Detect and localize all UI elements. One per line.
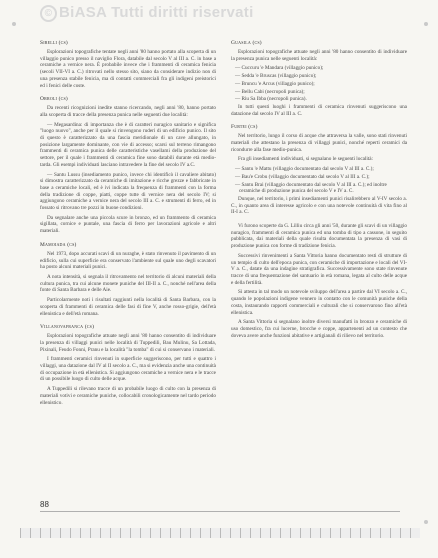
section-heading: Villanovafranca (cs) <box>40 324 95 331</box>
site-list-item: — Cuccuru 'e Mandara (villaggio punico); <box>235 65 324 72</box>
body-paragraph: Esplorazioni topografiche attuate negli anni '80 hanno consentito di individuare la presenza di villaggi punici nelle località di Tuppedili, Bau Mulinu, Sa Lottada, Pixinali, Feudo Fonni, Pranu e la località "la tomba" di cui si conservano i materiali. <box>40 333 216 353</box>
copyright-icon: © <box>40 5 57 22</box>
body-paragraph: A Tuppedili si rilevano tracce di un probabile luogo di culto con la presenza di materiali votivi e ceramiche puniche, collocabili cronologicamente nel tardo periodo ellenistico. <box>40 386 216 406</box>
site-list-item: — Santu Brai (villaggio documentato dal secolo V al III a. C.); ed inoltre ceramiche di produzione punica del secolo V e IV a. C. <box>235 181 387 195</box>
body-paragraph: Esplorazioni topografiche attuate negli anni '80 hanno consentito di individuare la presenza punica nelle seguenti località: <box>231 49 407 62</box>
body-paragraph: Dunque, nel territorio, i primi insediamenti punici risalirebbero al V-IV secolo a. C., in quanto area di interesse agricolo e con una notevole continuità di vita fino al II-I a. C. <box>231 195 407 216</box>
site-list-item: — Bruncu 'e Arcus (villaggio punico); <box>235 80 315 87</box>
body-paragraph: Da segnalare anche una piccola scure in bronzo, ed un frammento di ceramica sigillata, cornice e puntale, una fascia di ferro per lavorazioni agricole e altri materiali. <box>40 214 216 235</box>
copyright-watermark <box>40 4 420 22</box>
article-section <box>40 324 216 406</box>
scan-margin-mark <box>424 22 428 26</box>
section-heading: Guasila (cs) <box>231 40 262 46</box>
article-section <box>40 96 216 235</box>
article-section <box>231 124 407 216</box>
site-list-item: — Bau'e Crobu (villaggio documentato dal secolo V al III a. C.); <box>235 173 370 180</box>
site-list-item: — Riu Sa Ibba (necropoli punica). <box>235 96 307 103</box>
right-column <box>231 40 407 510</box>
section-heading: Sirelli (cs) <box>40 40 68 46</box>
scan-margin-mark <box>12 22 16 26</box>
left-column <box>40 40 216 495</box>
section-heading: Mamoiada (cs) <box>40 241 77 248</box>
body-paragraph: A nota intensità, si segnala il ritrovamento nel territorio di alcuni materiali della cultura punica, tra cui alcune monete puniche del III-II a. C., nonché nell'area della fonte di Santa Barbara e delle Aie. <box>40 273 216 294</box>
scan-margin-mark <box>424 520 428 524</box>
watermark-text: BiASA Tutti diritti riservati <box>59 4 254 21</box>
site-list-item: — Sedda 'e Bruscas (villaggio punico); <box>235 73 317 80</box>
article-section <box>40 242 216 317</box>
section-heading: Orroli (cs) <box>40 96 68 103</box>
body-paragraph: — Megasardina: di importanza che è di caratteri nuragico sanitario e significa "luogo nuovo", anche per il quale si rinvengono ruderi di un edificio punico. Il sito di questo è caratterizzato da una fascia meridionale di un cave allungato, in posizione largamente dominante, con vie di accesso; scarsi sul terreno rimangono frammenti di ceramica punica delle caratteristiche vasellami della produzione del settore, per il quale i frammenti di ceramica fine sono databili durante età medio-tarda. Gli esempi individuati lasciano intravedere la fine del secolo IV a.C. <box>40 121 216 168</box>
site-list-item: — Santu 'e Mattu (villaggio documentato dal secolo V al III a. C.); <box>235 166 374 173</box>
article-section <box>40 40 216 89</box>
body-paragraph: Nel territorio, lungo il corso di acque che attraversa la valle, sono stati rinvenuti materiali che attestano la presenza di villaggi punici, nonché reperti ceramici da ricondurre alla fase medio-punica. <box>231 133 407 153</box>
section-heading: Furtei (cs) <box>231 124 258 131</box>
body-paragraph: Da recenti ricognizioni inedite stanno ricercando, negli anni '80, hanno portato alla scoperta di tracce della presenza punica nelle seguenti due località: <box>40 105 216 118</box>
footer-rule <box>40 511 400 512</box>
article-section <box>231 40 407 117</box>
page-number: 88 <box>40 500 49 509</box>
body-paragraph: Esplorazioni topografiche tentate negli anni '80 hanno portato alla scoperta di un villaggio punico presso il naviglio Flora, databile dal secolo V al III a. C. in base a ceramiche a vernice nera. È probabile invece che i frammenti di ceramica fenicia (secoli VII-VI a. C.) ritrovati nello stesso sito, siano da considerare indizio non di una presenza stabile fenicia, ma di contatti commerciali fra gli indigeni preistorici ed i fenici delle coste. <box>40 49 216 89</box>
body-paragraph: Particolarmente noti i risultati raggiunti nella località di Santa Barbara, con la scoperta di frammenti di ceramica delle fasi di fine V, anche rosso-grigie, dell'età ellenistica e dell'età romana. <box>40 297 216 317</box>
body-paragraph: — Santu Lussu (insediamento punico, invece chi identificò il cavaliere abitato) si dimostra caratterizzato da ceramiche di imitazione e ricche grezze e fabbricate in base a ceramiche locali, ed è ivi indicata la frequenza di frammenti con la forma della tradizione di coppe, piatti, coppe tutte di vernice nera del secolo IV; si aggiungono ceramiche a vernice nera del secolo III a. C. e strumenti di ferro, ed in fossato si ritrovano tre pozzi in buone condizioni. <box>40 171 216 212</box>
body-paragraph: Successivi rinvenimenti a Santa Vittoria hanno documentato resti di strutture di un tempio di culto dell'epoca punica, con ceramiche di importazione e locali del VI-V a. C., datate da una indagine stratigrafica. Successivamente sono state rinvenute tracce di una frequentazione del santuario in età romana, legata al culto delle acque e della fertilità. <box>231 252 407 286</box>
body-paragraph: I frammenti ceramici rinvenuti in superficie suggeriscono, per tutti e quattro i villaggi, una datazione dal IV al II secolo a. C., ma si evidenzia anche una continuità di occupazione in età ellenistica. Si aggiungono ceramiche a vernice nera e le tracce di un possibile luogo di culto delle acque. <box>40 356 216 383</box>
article-section <box>231 223 407 339</box>
site-list-item: — Bellu Cabi (necropoli punica); <box>235 88 305 95</box>
body-paragraph: In tutti questi luoghi i frammenti di ceramica rinvenuti suggeriscono una datazione dal secolo IV al III a. C. <box>231 103 407 117</box>
body-paragraph: Nel 1973, dopo accurati scavi di un nuraghe, è stato rinvenuto il pavimento di un edificio, sulla cui superficie era conservato l'ambiente sul quale uno degli scavatori ha posto alcuni materiali punici. <box>40 250 216 271</box>
body-paragraph: A Santa Vittoria si segnalano inoltre diversi manufatti in bronzo e ceramiche di uso domestico, fra cui lucerne, brocche e coppe, appartenenti ad un contesto che doveva avere anche funzioni abitative e artigianali di rilievo nel territorio. <box>231 319 407 339</box>
body-paragraph: Fra gli insediamenti individuati, si segnalano le seguenti località: <box>238 156 373 163</box>
scan-ruler-strip <box>20 528 420 538</box>
body-paragraph: Si attesta in tal modo un notevole sviluppo dell'area a partire dal VI secolo a. C., quando le popolazioni indigene vennero in contatto con le comunità puniche della costa, instaurando rapporti commerciali e culturali che si conservarono fino all'età ellenistica. <box>231 289 407 316</box>
body-paragraph: Vi furono scoperte da G. Lilliu circa gli anni '50, durante gli scavi di un villaggio nuragico, frammenti di ceramica punica ed una tomba di tipo a cassone, in seguito pubblicata, dai materiali della quale risulta documentata la presenza di vasi di produzione punica con forme di tradizione fenicia. <box>231 223 407 250</box>
